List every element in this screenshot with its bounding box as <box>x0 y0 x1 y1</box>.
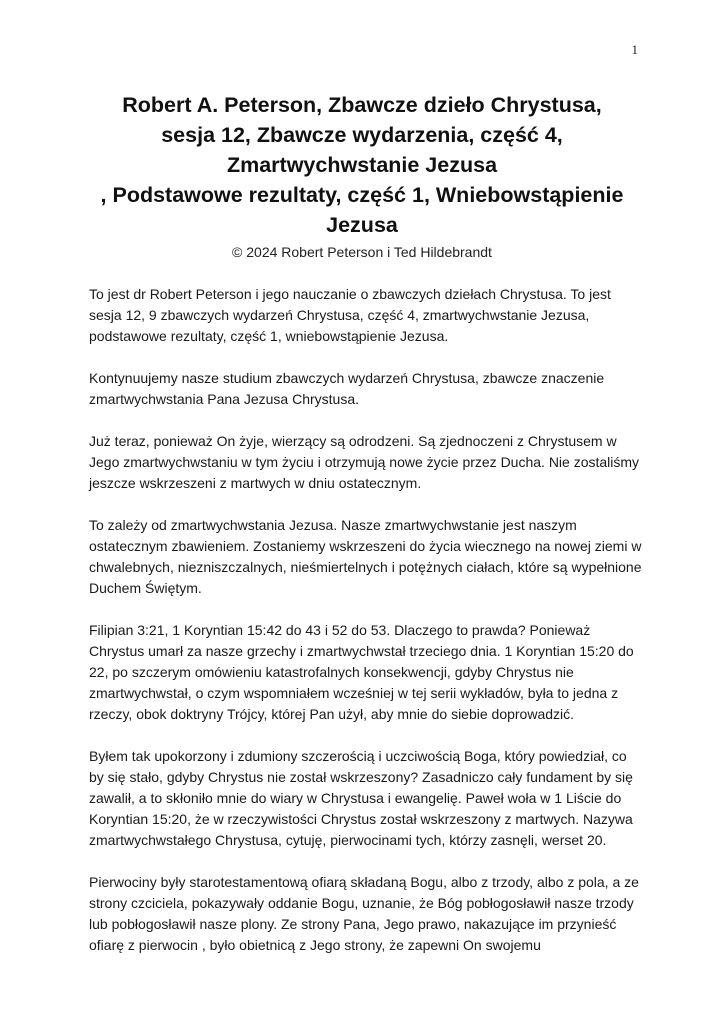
paragraph: To zależy od zmartwychwstania Jezusa. Nasze zmartwychwstanie jest naszym ostatecznym zbawieniem. Zostaniemy wskrzeszeni do życia wiecznego na nowej ziemi w chwalebnych, niezniszczalnych, nieśmiertelnych i potężnych ciałach, które są wypełnione Duchem Świętym. <box>89 517 642 596</box>
paragraph: To jest dr Robert Peterson i jego nauczanie o zbawczych dziełach Chrystusa. To jest sesja 12, 9 zbawczych wydarzeń Chrystusa, część 4, zmartwychwstanie Jezusa, podstawowe rezultaty, część 1, wniebowstąpienie Jezusa. <box>89 286 611 344</box>
paragraph: Byłem tak upokorzony i zdumiony szczerością i uczciwością Boga, który powiedział, co by się stało, gdyby Chrystus nie został wskrzeszony? Zasadniczo cały fundament by się zawalił, a to skłoniło mnie do wiary w Chrystusa i ewangelię. Paweł woła w 1 Liście do Koryntian 15:20, że w rzeczywistości Chrystus został wskrzeszony z martwych. Nazywa zmartwychwstałego Chrystusa, cytuję, pierwocinami tych, którzy zasnęli, werset 20. <box>89 748 633 848</box>
page-number: 1 <box>631 42 638 57</box>
title-line: , Podstawowe rezultaty, część 1, Wniebowstąpienie <box>100 183 624 207</box>
title-line: Zmartwychwstanie Jezusa <box>226 153 498 177</box>
paragraph: Już teraz, ponieważ On żyje, wierzący są odrodzeni. Są zjednoczeni z Chrystusem w Jego zmartwychwstaniu w tym życiu i otrzymują nowe życie przez Ducha. Nie zostaliśmy jeszcze wskrzeszeni z martwych w dniu ostatecznym. <box>89 433 640 491</box>
document-title <box>60 90 664 240</box>
title-line: Robert A. Peterson, Zbawcze dzieło Chrystusa, <box>122 93 602 117</box>
title-line: sesja 12, Zbawcze wydarzenia, część 4, <box>161 123 563 147</box>
copyright-notice: © 2024 Robert Peterson i Ted Hildebrandt <box>232 244 492 260</box>
paragraph: Filipian 3:21, 1 Koryntian 15:42 do 43 i 52 do 53. Dlaczego to prawda? Ponieważ Chrystus umarł za nasze grzechy i zmartwychwstał trzeciego dnia. 1 Koryntian 15:20 do 22, po szczerym omówieniu katastrofalnych konsekwencji, gdyby Chrystus nie zmartwychwstał, o czym wspomniałem wcześniej w tej serii wykładów, była to jedna z rzeczy, obok doktryny Trójcy, której Pan użył, aby mnie do siebie doprowadzić. <box>89 622 634 722</box>
paragraph: Kontynuujemy nasze studium zbawczych wydarzeń Chrystusa, zbawcze znaczenie zmartwychwstania Pana Jezusa Chrystusa. <box>89 370 605 407</box>
title-line: Jezusa <box>326 213 398 237</box>
paragraph: Pierwociny były starotestamentową ofiarą składaną Bogu, albo z trzody, albo z pola, a ze strony czciciela, pokazywały oddanie Bogu, uznanie, że Bóg pobłogosławił nasze trzody lub pobłogosławił nasze plony. Ze strony Pana, Jego prawo, nakazujące im przynieść ofiarę z pierwocin , było obietnicą z Jego strony, że zapewni On swojemu <box>89 874 639 953</box>
document-header <box>60 90 664 261</box>
document-body <box>89 284 644 977</box>
